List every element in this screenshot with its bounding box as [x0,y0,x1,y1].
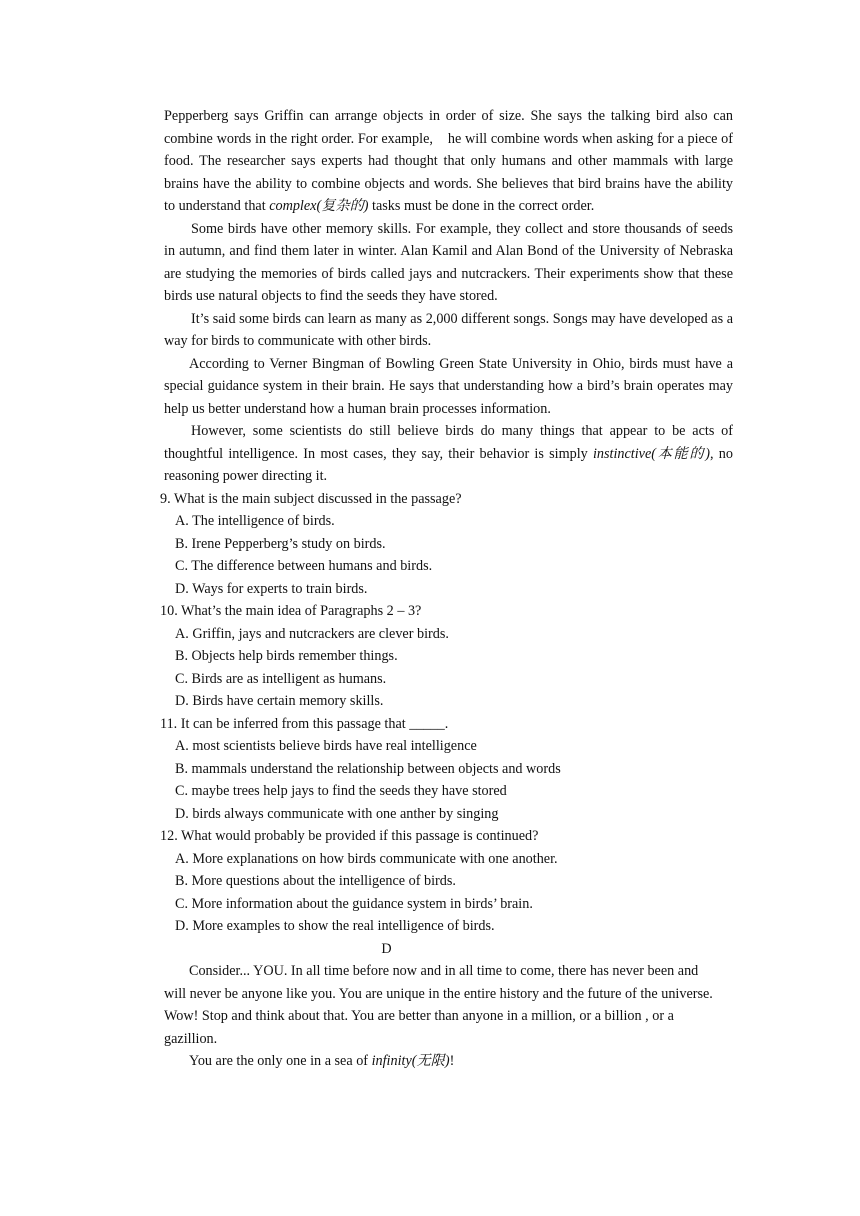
answer-option: B. mammals understand the relationship between objects and words [175,760,561,777]
question-12 [160,825,733,938]
answer-option: A. Griffin, jays and nutcrackers are clever birds. [175,625,449,642]
question-stem: 9. What is the main subject discussed in the passage? [160,490,462,507]
section-heading-d: D [381,940,392,957]
answer-option: B. Irene Pepperberg’s study on birds. [175,535,386,552]
answer-option: D. Ways for experts to train birds. [175,580,368,597]
question-9 [160,488,733,601]
glossed-term: complex(复杂的) [269,198,369,214]
question-stem: 12. What would probably be provided if this passage is continued? [160,828,539,844]
exam-page [160,105,733,1073]
passage-c-paragraph-3: It’s said some birds can learn as many as 2,000 different songs. Songs may have developed as a way for birds to communicate with other birds. [164,310,733,349]
question-11 [160,713,733,826]
answer-option: C. Birds are as intelligent as humans. [175,670,387,687]
answer-option: C. The difference between humans and birds. [175,558,433,574]
answer-option: B. More questions about the intelligence of birds. [175,873,456,889]
question-10 [160,600,733,713]
answer-option: A. The intelligence of birds. [175,513,335,529]
answer-option: C. More information about the guidance system in birds’ brain. [175,895,533,912]
question-stem: 11. It can be inferred from this passage that _____. [160,715,449,732]
passage-d-paragraph-1: Consider... YOU. In all time before now and in all time to come, there has never been and will never be anyone like you. You are unique in the entire history and the future of the universe. Wow! Stop and think about that. You are better than anyone in a million, or a billion , or a gazillion. [164,963,713,1047]
answer-option: B. Objects help birds remember things. [175,648,398,664]
passage-d-paragraph-2: You are the only one in a sea of infinity(无限)! [189,1053,455,1069]
passage-c-paragraph-1: Pepperberg says Griffin can arrange objects in order of size. She says the talking bird also can combine words in the right order. For example, he will combine words when asking for a piece of food. The researcher says experts had thought that only humans and other mammals with large brains have the ability to combine objects and words. She believes that bird brains have the ability to understand that complex(复杂的) tasks must be done in the correct order. [164,108,733,214]
glossed-term: instinctive(本能的) [592,445,711,462]
answer-option: A. most scientists believe birds have real intelligence [175,738,477,754]
passage-c-paragraph-5: However, some scientists do still believe birds do many things that appear to be acts of thoughtful intelligence. In most cases, they say, their behavior is simply instinctive(本能的), no reasoning power directing it. [164,423,733,484]
question-stem: 10. What’s the main idea of Paragraphs 2 – 3? [160,603,422,619]
answer-option: D. Birds have certain memory skills. [175,693,384,709]
answer-option: A. More explanations on how birds communicate with one another. [175,850,558,867]
passage-c-paragraph-4: According to Verner Bingman of Bowling Green State University in Ohio, birds must have a special guidance system in their brain. He says that understanding how a bird’s brain operates may help us better understand how a human brain processes information. [164,355,733,417]
passage-c-paragraph-2: Some birds have other memory skills. For example, they collect and store thousands of seeds in autumn, and find them later in winter. Alan Kamil and Alan Bond of the University of Nebraska are studying the memories of birds called jays and nutcrackers. Their experiments show that these birds use natural objects to find the seeds they have stored. [164,220,733,304]
answer-option: D. birds always communicate with one anther by singing [175,805,499,822]
answer-option: D. More examples to show the real intelligence of birds. [175,918,495,934]
glossed-term: infinity(无限) [371,1053,450,1069]
answer-option: C. maybe trees help jays to find the seeds they have stored [175,783,507,799]
